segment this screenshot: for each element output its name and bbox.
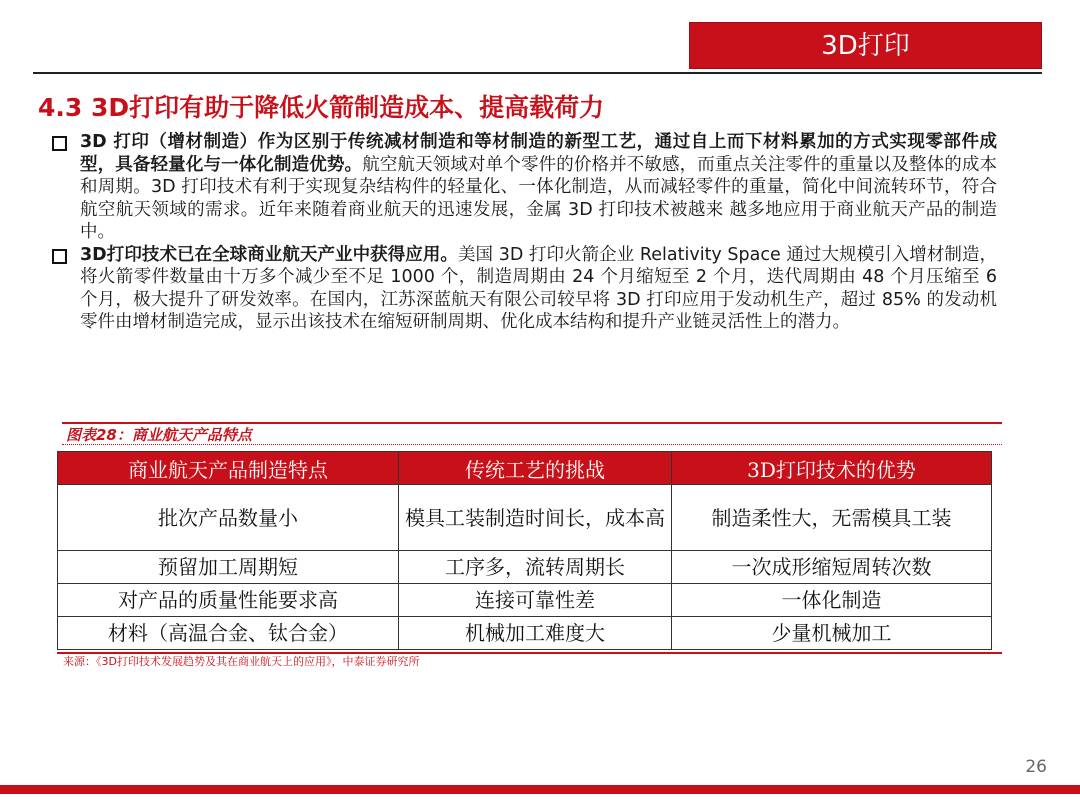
source-note: 来源：《3D打印技术发展趋势及其在商业航天上的应用》，中泰证券研究所 — [63, 655, 420, 668]
bullet-lead: 3D 打印（增材制造）作为区别于传统减材制造和等材制造的新型工艺，通过自上而下材料累加的方式实现零部件成型，具备轻量化与一体化制造优势。 — [80, 132, 997, 175]
column-header: 3D打印技术的优势 — [672, 452, 992, 485]
bullet-item — [52, 131, 997, 244]
figure-bottom-rule — [57, 652, 1002, 654]
table-row — [58, 485, 992, 551]
column-header: 传统工艺的挑战 — [399, 452, 672, 485]
bullet-text: 美国 3D 打印火箭企业 Relativity Space 通过大规模引入增材制造，将火箭零件数量由十万多个减少至不足 1000 个，制造周期由 24 个月缩短至 2 个月，迭代周期由 48 个月压缩至 6 个月，极大提升了研发效率。在国内，江苏深蓝航天有限公司较早将 3D 打印应用于发动机生产，超过 85% 的发动机零件由增材制造完成，显示出该技术在缩短研制周期、优化成本结构和提升产业链灵活性上的潜力。 — [80, 244, 998, 332]
figure-top-rule — [62, 422, 1002, 424]
square-bullet-icon — [52, 136, 67, 151]
table-cell: 少量机械加工 — [672, 617, 992, 650]
footer-bar — [0, 785, 1080, 794]
table-header-row — [58, 452, 992, 485]
bullet-list — [52, 131, 997, 334]
square-bullet-icon — [52, 249, 67, 264]
table-cell: 制造柔性大，无需模具工装 — [672, 485, 992, 551]
table-row — [58, 584, 992, 617]
page-number: 26 — [1025, 757, 1047, 777]
table-cell: 批次产品数量小 — [58, 485, 399, 551]
page-title: 4.3 3D打印有助于降低火箭制造成本、提高载荷力 — [38, 93, 605, 122]
table-cell: 工序多，流转周期长 — [399, 551, 672, 584]
table-row — [58, 617, 992, 650]
table-cell: 材料（高温合金、钛合金） — [58, 617, 399, 650]
table-row — [58, 551, 992, 584]
table-cell: 对产品的质量性能要求高 — [58, 584, 399, 617]
bullet-item — [52, 244, 997, 334]
top-divider — [33, 72, 1042, 74]
table-cell: 预留加工周期短 — [58, 551, 399, 584]
table-cell: 连接可靠性差 — [399, 584, 672, 617]
features-table — [57, 451, 992, 650]
figure-dotted-rule — [62, 444, 1002, 445]
bullet-lead: 3D打印技术已在全球商业航天产业中获得应用。 — [80, 244, 458, 265]
section-tag: 3D打印 — [689, 22, 1042, 69]
table-cell: 模具工装制造时间长，成本高 — [399, 485, 672, 551]
table-cell: 一体化制造 — [672, 584, 992, 617]
figure-title: 图表28：商业航天产品特点 — [66, 426, 252, 444]
table-cell: 一次成形缩短周转次数 — [672, 551, 992, 584]
column-header: 商业航天产品制造特点 — [58, 452, 399, 485]
bullet-text: 航空航天领域对单个零件的价格并不敏感，而重点关注零件的重量以及整体的成本和周期。3D 打印技术有利于实现复杂结构件的轻量化、一体化制造，从而减轻零件的重量，简化中间流转环节，符合航空航天领域的需求。近年来随着商业航天的迅速发展，金属 3D 打印技术被越来 越多地应用于商业航天产品的制造中。 — [80, 154, 998, 242]
table-cell: 机械加工难度大 — [399, 617, 672, 650]
